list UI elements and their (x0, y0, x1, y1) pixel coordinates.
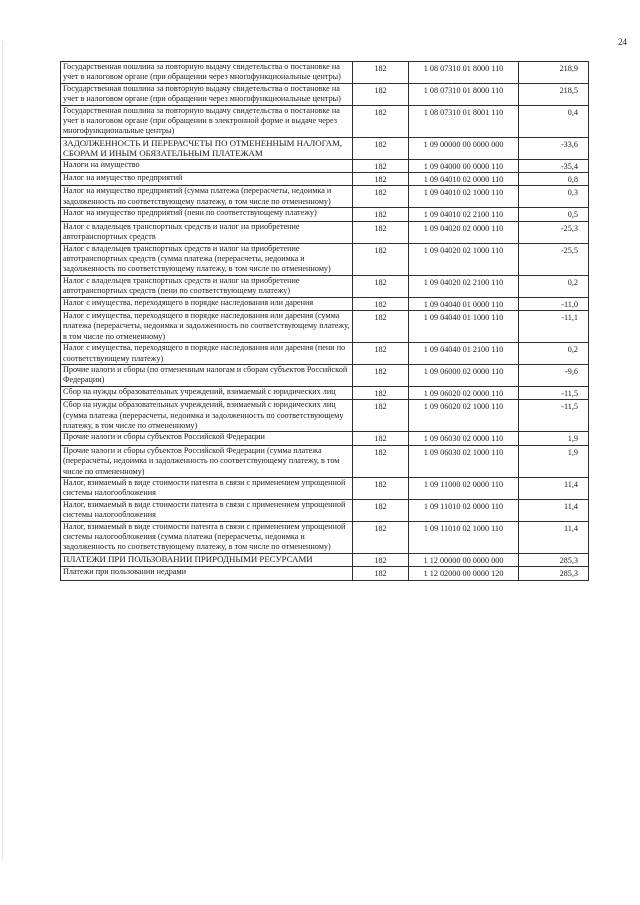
row-name-cell: Налог, взимаемый в виде стоимости патента в связи с применением упрощенной системы налогообложения (61, 478, 353, 500)
row-admin-code-cell: 182 (353, 567, 409, 580)
row-budget-code-cell: 1 09 06020 02 0000 110 (409, 386, 519, 399)
row-budget-code-cell: 1 09 04020 02 0000 110 (409, 221, 519, 243)
row-name-cell: Налог с владельцев транспортных средств и налог на приобретение автотранспортных средств (сумма платежа (перерасчеты, недоимка и задолженность по соответствующему платежу, в том числе по отмененному) (61, 243, 353, 275)
row-amount-cell: -33,6 (519, 137, 589, 159)
row-name-cell: Налог на имущество предприятий (61, 173, 353, 186)
row-amount-cell: -25,5 (519, 243, 589, 275)
row-name-cell: Государственная пошлина за повторную выдачу свидетельства о постановке на учет в налоговом органе (при обращении через многофункциональные центры) (61, 83, 353, 105)
row-budget-code-cell: 1 09 04040 01 1000 110 (409, 310, 519, 342)
row-admin-code-cell: 182 (353, 221, 409, 243)
page-number: 24 (618, 37, 627, 47)
table-row (61, 208, 589, 221)
table-row (61, 243, 589, 275)
row-amount-cell: 0,8 (519, 173, 589, 186)
row-name-cell: Государственная пошлина за повторную выдачу свидетельства о постановке на учет в налоговом органе (при обращении в электронной форме и выдаче через многофункциональные центры) (61, 105, 353, 137)
row-admin-code-cell: 182 (353, 432, 409, 445)
row-name-cell: Сбор на нужды образовательных учреждений, взимаемый с юридических лиц (61, 386, 353, 399)
row-budget-code-cell: 1 08 07310 01 8000 110 (409, 83, 519, 105)
row-admin-code-cell: 182 (353, 243, 409, 275)
row-budget-code-cell: 1 12 02000 00 0000 120 (409, 567, 519, 580)
row-name-cell: Государственная пошлина за повторную выдачу свидетельства о постановке на учет в налоговом органе (при обращении через многофункциональные центры) (61, 62, 353, 84)
row-admin-code-cell: 182 (353, 310, 409, 342)
row-admin-code-cell: 182 (353, 297, 409, 310)
row-budget-code-cell: 1 09 06030 02 1000 110 (409, 445, 519, 477)
row-amount-cell: -35,4 (519, 159, 589, 172)
section-row (61, 553, 589, 566)
row-name-cell: Налог на имущество предприятий (сумма платежа (перерасчеты, недоимка и задолженность по соответствующему платежу, в том числе по отмененному) (61, 186, 353, 208)
row-budget-code-cell: 1 12 00000 00 0000 000 (409, 553, 519, 566)
row-admin-code-cell: 182 (353, 62, 409, 84)
row-admin-code-cell: 182 (353, 343, 409, 365)
row-amount-cell: 218,5 (519, 83, 589, 105)
row-admin-code-cell: 182 (353, 105, 409, 137)
row-admin-code-cell: 182 (353, 364, 409, 386)
table-row (61, 159, 589, 172)
row-name-cell: Платежи при пользовании недрами (61, 567, 353, 580)
row-budget-code-cell: 1 09 11000 02 0000 110 (409, 478, 519, 500)
row-admin-code-cell: 182 (353, 521, 409, 553)
table-row (61, 310, 589, 342)
row-amount-cell: 0,4 (519, 105, 589, 137)
row-amount-cell: -9,6 (519, 364, 589, 386)
row-amount-cell: -25,3 (519, 221, 589, 243)
row-budget-code-cell: 1 09 04040 01 2100 110 (409, 343, 519, 365)
row-admin-code-cell: 182 (353, 553, 409, 566)
row-budget-code-cell: 1 09 11010 02 1000 110 (409, 521, 519, 553)
row-amount-cell: 0,3 (519, 186, 589, 208)
row-admin-code-cell: 182 (353, 275, 409, 297)
row-budget-code-cell: 1 09 06020 02 1000 110 (409, 400, 519, 432)
table-row (61, 186, 589, 208)
table-row (61, 400, 589, 432)
row-name-cell: Прочие налоги и сборы субъектов Российской Федерации (61, 432, 353, 445)
row-admin-code-cell: 182 (353, 499, 409, 521)
row-amount-cell: -11,5 (519, 400, 589, 432)
row-budget-code-cell: 1 09 00000 00 0000 000 (409, 137, 519, 159)
row-name-cell: Налог с владельцев транспортных средств и налог на приобретение автотранспортных средств (пени по соответствующему платежу) (61, 275, 353, 297)
row-amount-cell: -11,5 (519, 386, 589, 399)
row-amount-cell: 1,9 (519, 432, 589, 445)
section-title-cell: ПЛАТЕЖИ ПРИ ПОЛЬЗОВАНИИ ПРИРОДНЫМИ РЕСУРСАМИ (61, 553, 353, 566)
row-amount-cell: 0,2 (519, 343, 589, 365)
row-name-cell: Налоги на имущество (61, 159, 353, 172)
row-budget-code-cell: 1 09 06030 02 0000 110 (409, 432, 519, 445)
revenue-table (60, 61, 589, 581)
row-admin-code-cell: 182 (353, 173, 409, 186)
row-amount-cell: 285,3 (519, 567, 589, 580)
row-budget-code-cell: 1 08 07310 01 8000 110 (409, 62, 519, 84)
table-row (61, 297, 589, 310)
table-row (61, 62, 589, 84)
row-budget-code-cell: 1 09 04040 01 0000 110 (409, 297, 519, 310)
row-name-cell: Налог, взимаемый в виде стоимости патента в связи с применением упрощенной системы налогообложения (сумма платежа (перерасчеты, недоимка и задолженность по соответствующему платежу, в том числе по отмененному) (61, 521, 353, 553)
revenue-table-body (61, 62, 589, 581)
row-admin-code-cell: 182 (353, 478, 409, 500)
row-admin-code-cell: 182 (353, 208, 409, 221)
table-row (61, 343, 589, 365)
row-name-cell: Налог с владельцев транспортных средств и налог на приобретение автотранспортных средств (61, 221, 353, 243)
section-row (61, 137, 589, 159)
table-row (61, 275, 589, 297)
row-amount-cell: 11,4 (519, 499, 589, 521)
row-name-cell: Налог с имущества, переходящего в порядке наследования или дарения (сумма платежа (перерасчеты, недоимка и задолженность по соответствующему платежу, в том числе по отмененному) (61, 310, 353, 342)
row-budget-code-cell: 1 09 04010 02 1000 110 (409, 186, 519, 208)
table-row (61, 478, 589, 500)
table-row (61, 499, 589, 521)
row-amount-cell: 11,4 (519, 521, 589, 553)
row-admin-code-cell: 182 (353, 400, 409, 432)
row-amount-cell: -11,0 (519, 297, 589, 310)
row-amount-cell: 0,5 (519, 208, 589, 221)
table-row (61, 521, 589, 553)
row-budget-code-cell: 1 09 06000 02 0000 110 (409, 364, 519, 386)
row-budget-code-cell: 1 09 11010 02 0000 110 (409, 499, 519, 521)
scan-edge-marks (2, 40, 9, 860)
table-row (61, 567, 589, 580)
row-amount-cell: 11,4 (519, 478, 589, 500)
row-name-cell: Прочие налоги и сборы субъектов Российской Федерации (сумма платежа (перерасчеты, недоимка и задолженность по соответствующему платежу, в том числе по отмененному) (61, 445, 353, 477)
row-admin-code-cell: 182 (353, 137, 409, 159)
row-name-cell: Налог на имущество предприятий (пени по соответствующему платежу) (61, 208, 353, 221)
row-name-cell: Налог, взимаемый в виде стоимости патента в связи с применением упрощенной системы налогообложения (61, 499, 353, 521)
table-row (61, 445, 589, 477)
row-budget-code-cell: 1 09 04010 02 0000 110 (409, 173, 519, 186)
row-name-cell: Налог с имущества, переходящего в порядке наследования или дарения (пени по соответствующему платежу) (61, 343, 353, 365)
table-row (61, 221, 589, 243)
table-row (61, 105, 589, 137)
row-budget-code-cell: 1 09 04020 02 2100 110 (409, 275, 519, 297)
row-amount-cell: 285,3 (519, 553, 589, 566)
row-budget-code-cell: 1 09 04020 02 1000 110 (409, 243, 519, 275)
row-name-cell: Налог с имущества, переходящего в порядке наследования или дарения (61, 297, 353, 310)
table-row (61, 83, 589, 105)
row-amount-cell: 0,2 (519, 275, 589, 297)
row-budget-code-cell: 1 09 04000 00 0000 110 (409, 159, 519, 172)
row-budget-code-cell: 1 08 07310 01 8001 110 (409, 105, 519, 137)
row-admin-code-cell: 182 (353, 445, 409, 477)
row-amount-cell: 218,9 (519, 62, 589, 84)
table-row (61, 386, 589, 399)
row-admin-code-cell: 182 (353, 159, 409, 172)
row-admin-code-cell: 182 (353, 386, 409, 399)
row-admin-code-cell: 182 (353, 83, 409, 105)
row-name-cell: Прочие налоги и сборы (по отмененным налогам и сборам субъектов Российской Федерации) (61, 364, 353, 386)
row-budget-code-cell: 1 09 04010 02 2100 110 (409, 208, 519, 221)
table-row (61, 432, 589, 445)
row-amount-cell: -11,1 (519, 310, 589, 342)
section-title-cell: ЗАДОЛЖЕННОСТЬ И ПЕРЕРАСЧЕТЫ ПО ОТМЕНЕННЫМ НАЛОГАМ, СБОРАМ И ИНЫМ ОБЯЗАТЕЛЬНЫМ ПЛАТЕЖАМ (61, 137, 353, 159)
row-amount-cell: 1,9 (519, 445, 589, 477)
table-row (61, 364, 589, 386)
row-admin-code-cell: 182 (353, 186, 409, 208)
table-row (61, 173, 589, 186)
row-name-cell: Сбор на нужды образовательных учреждений, взимаемый с юридических лиц (сумма платежа (перерасчеты, недоимка и задолженность по соответствующему платежу, в том числе по отмененному) (61, 400, 353, 432)
